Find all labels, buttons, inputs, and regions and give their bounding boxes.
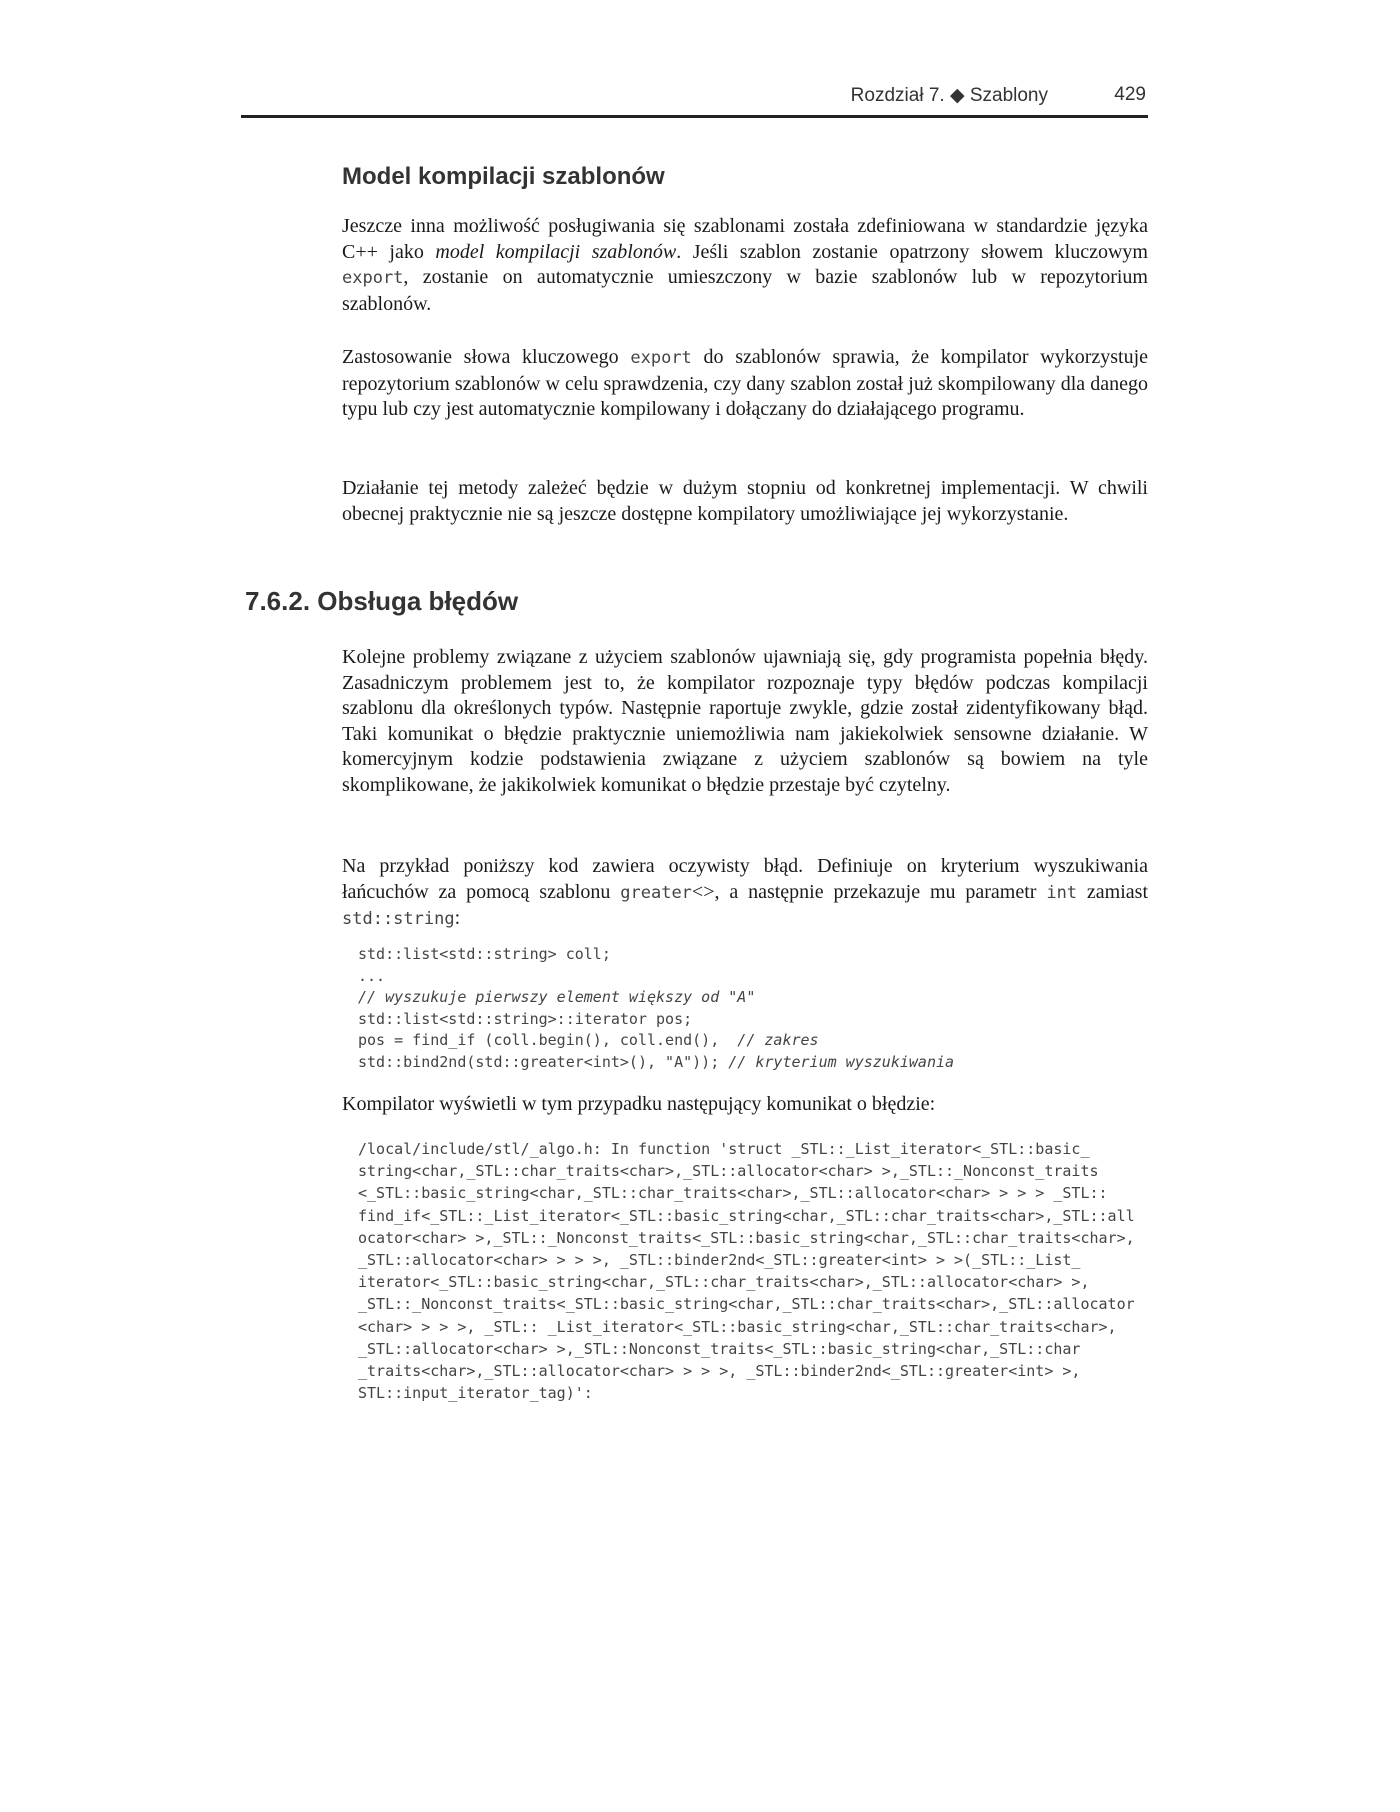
text-run: : [454, 907, 461, 929]
code-example [358, 944, 1148, 1073]
section-heading: Model kompilacji szablonów [342, 163, 665, 190]
code-text: std::bind2nd(std::greater<int>(), "A")); [358, 1052, 729, 1071]
code-line: ... [358, 966, 386, 985]
error-line: _STL::allocator<char> > > >, _STL::binder2nd<_STL::greater<int> > >(_STL::_List_ [358, 1251, 1081, 1270]
code-line: std::list<std::string>::iterator pos; [358, 1009, 693, 1028]
error-line: _traits<char>,_STL::allocator<char> > > >, _STL::binder2nd<_STL::greater<int> >, [358, 1362, 1081, 1381]
text-run: Zastosowanie słowa kluczowego [342, 346, 631, 368]
inline-code: export [630, 348, 692, 368]
text-run: , zostanie on automatycznie umieszczony w bazie szablonów lub w repozytorium szablonów. [342, 266, 1148, 315]
text-run: zamiast [1077, 880, 1148, 903]
code-comment: // kryterium wyszukiwania [728, 1052, 955, 1071]
code-text: pos = find_if (coll.begin(), coll.end(), [358, 1031, 738, 1049]
error-line: <char> > > >, _STL:: _List_iterator<_STL::basic_string<char,_STL::char_traits<char>, [358, 1317, 1117, 1336]
paragraph-4: Kolejne problemy związane z użyciem szablonów ujawniają się, gdy programista popełnia błędy. Zasadniczym problemem jest to, że kompilator rozpoznaje typy błędów podczas kompilacji szablonu dla określonych typów. Następnie raportuje zwykle, gdzie został zidentyfikowany błąd. Taki komunikat o błędzie praktycznie uniemożliwia nam jakiekolwiek sensowne działanie. W komercyjnym kodzie podstawienia związane z użyciem szablonów są bowiem na tyle skomplikowane, że jakikolwiek komunikat o błędzie przestaje być czytelny. [342, 646, 1148, 796]
error-line: _STL::allocator<char> >,_STL::Nonconst_traits<_STL::basic_string<char,_STL::char [358, 1339, 1081, 1358]
paragraph-2 [342, 345, 1148, 423]
code-comment: // zakres [737, 1031, 819, 1049]
chapter-title: Rozdział 7. ◆ Szablony [850, 85, 1048, 106]
code-line [358, 1052, 1148, 1074]
error-line: string<char,_STL::char_traits<char>,_STL::allocator<char> >,_STL::_Nonconst_traits [358, 1162, 1099, 1181]
code-line [358, 1030, 1148, 1052]
error-line: ocator<char> >,_STL::_Nonconst_traits<_STL::basic_string<char,_STL::char_traits<char>, [358, 1228, 1135, 1247]
code-comment-line: // wyszukuje pierwszy element większy od "A" [358, 988, 756, 1006]
text-run: Jeszcze inna możliwość posługiwania się szablonami została zdefiniowana w standardzie języka C++ jako [342, 215, 1148, 263]
text-run: <>, a następnie przekazuje mu parametr [691, 880, 1047, 903]
paragraph-5 [342, 854, 1148, 933]
text-run: Na przykład poniższy kod zawiera oczywisty błąd. Definiuje on kryterium wyszukiwania łańcuchów za pomocą szablonu [342, 855, 1148, 903]
error-line: /local/include/stl/_algo.h: In function 'struct _STL::_List_iterator<_STL::basic_ [358, 1140, 1090, 1158]
paragraph-1 [342, 214, 1148, 317]
inline-code: int [1046, 882, 1078, 903]
paragraph-6: Kompilator wyświetli w tym przypadku następujący komunikat o błędzie: [342, 1093, 936, 1115]
page-number: 429 [1114, 84, 1146, 105]
running-header [241, 84, 1148, 118]
error-line: <_STL::basic_string<char,_STL::char_traits<char>,_STL::allocator<char> > > > _STL:: [358, 1184, 1108, 1203]
error-line: find_if<_STL::_List_iterator<_STL::basic_string<char,_STL::char_traits<char>,_STL::all [358, 1206, 1135, 1225]
error-line: _STL::_Nonconst_traits<_STL::basic_string<char,_STL::char_traits<char>,_STL::allocator [358, 1295, 1135, 1314]
compiler-error-message [358, 1138, 1148, 1404]
paragraph-3: Działanie tej metody zależeć będzie w dużym stopniu od konkretnej implementacji. W chwili obecnej praktycznie nie są jeszcze dostępne kompilatory umożliwiające jej wykorzystanie. [342, 477, 1148, 525]
inline-code: greater [620, 882, 692, 903]
inline-code: std::string [342, 909, 455, 929]
subsection-heading: 7.6.2. Obsługa błędów [245, 586, 519, 616]
inline-code: export [342, 268, 404, 288]
text-run: . Jeśli szablon zostanie opatrzony słowem kluczowym [676, 240, 1148, 263]
error-line: iterator<_STL::basic_string<char,_STL::char_traits<char>,_STL::allocator<char> >, [358, 1273, 1090, 1292]
error-line: STL::input_iterator_tag)': [358, 1384, 593, 1403]
emphasis-term: model kompilacji szablonów [435, 240, 677, 263]
text-run: do szablonów sprawia, że kompilator wykorzystuje repozytorium szablonów w celu sprawdzenia, czy dany szablon został już skompilowany dla danego typu lub czy jest automatycznie kompilowany i dołączany do działającego programu. [342, 346, 1149, 420]
code-line: std::list<std::string> coll; [358, 945, 611, 963]
